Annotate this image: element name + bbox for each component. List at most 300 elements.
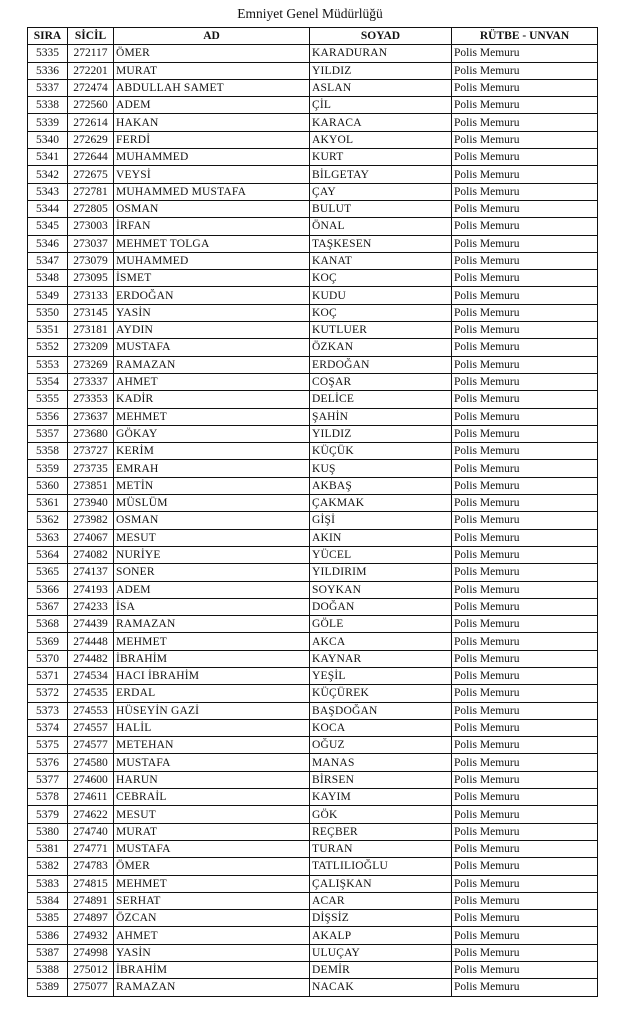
cell-ad: METİN — [114, 477, 310, 494]
table-row — [28, 495, 598, 512]
cell-ad: İSA — [114, 598, 310, 615]
cell-soyad: KARADURAN — [310, 45, 452, 62]
table-row — [28, 633, 598, 650]
table-row — [28, 79, 598, 96]
cell-rutbe: Polis Memuru — [452, 218, 598, 235]
cell-sira: 5344 — [28, 200, 68, 217]
cell-sira: 5338 — [28, 97, 68, 114]
table-row — [28, 304, 598, 321]
table-row — [28, 373, 598, 390]
cell-soyad: KAYIM — [310, 789, 452, 806]
cell-sicil: 274482 — [68, 650, 114, 667]
cell-rutbe: Polis Memuru — [452, 425, 598, 442]
cell-sicil: 272474 — [68, 79, 114, 96]
cell-sira: 5362 — [28, 512, 68, 529]
cell-sira: 5384 — [28, 892, 68, 909]
cell-sira: 5341 — [28, 149, 68, 166]
cell-sira: 5389 — [28, 979, 68, 996]
cell-rutbe: Polis Memuru — [452, 270, 598, 287]
cell-ad: RAMAZAN — [114, 356, 310, 373]
cell-soyad: NACAK — [310, 979, 452, 996]
cell-ad: YASİN — [114, 304, 310, 321]
table-row — [28, 771, 598, 788]
cell-rutbe: Polis Memuru — [452, 322, 598, 339]
cell-rutbe: Polis Memuru — [452, 771, 598, 788]
cell-sira: 5367 — [28, 598, 68, 615]
cell-ad: NURİYE — [114, 546, 310, 563]
cell-soyad: AKCA — [310, 633, 452, 650]
cell-soyad: KUTLUER — [310, 322, 452, 339]
cell-ad: HARUN — [114, 771, 310, 788]
cell-rutbe: Polis Memuru — [452, 737, 598, 754]
cell-rutbe: Polis Memuru — [452, 719, 598, 736]
cell-sicil: 272201 — [68, 62, 114, 79]
cell-rutbe: Polis Memuru — [452, 667, 598, 684]
cell-soyad: AKYOL — [310, 131, 452, 148]
cell-soyad: ULUÇAY — [310, 944, 452, 961]
cell-rutbe: Polis Memuru — [452, 616, 598, 633]
cell-sicil: 273727 — [68, 443, 114, 460]
cell-sira: 5378 — [28, 789, 68, 806]
header-ad: AD — [114, 28, 310, 45]
cell-sira: 5363 — [28, 529, 68, 546]
table-row — [28, 443, 598, 460]
cell-sira: 5361 — [28, 495, 68, 512]
cell-sira: 5371 — [28, 667, 68, 684]
cell-sicil: 272805 — [68, 200, 114, 217]
cell-ad: MURAT — [114, 62, 310, 79]
cell-sicil: 274082 — [68, 546, 114, 563]
cell-ad: MÜSLÜM — [114, 495, 310, 512]
cell-sira: 5382 — [28, 858, 68, 875]
table-row — [28, 702, 598, 719]
table-row — [28, 754, 598, 771]
cell-rutbe: Polis Memuru — [452, 373, 598, 390]
cell-ad: MUSTAFA — [114, 840, 310, 857]
cell-ad: KERİM — [114, 443, 310, 460]
cell-ad: OSMAN — [114, 200, 310, 217]
cell-sira: 5366 — [28, 581, 68, 598]
cell-sicil: 273851 — [68, 477, 114, 494]
cell-rutbe: Polis Memuru — [452, 477, 598, 494]
cell-sicil: 273680 — [68, 425, 114, 442]
cell-ad: AHMET — [114, 373, 310, 390]
cell-soyad: ÇİL — [310, 97, 452, 114]
cell-rutbe: Polis Memuru — [452, 650, 598, 667]
cell-rutbe: Polis Memuru — [452, 356, 598, 373]
cell-sicil: 274448 — [68, 633, 114, 650]
cell-sira: 5358 — [28, 443, 68, 460]
cell-ad: MUSTAFA — [114, 754, 310, 771]
cell-ad: ABDULLAH SAMET — [114, 79, 310, 96]
cell-rutbe: Polis Memuru — [452, 529, 598, 546]
cell-soyad: ÖNAL — [310, 218, 452, 235]
cell-ad: RAMAZAN — [114, 979, 310, 996]
cell-soyad: GÖK — [310, 806, 452, 823]
cell-soyad: YILDIZ — [310, 425, 452, 442]
cell-soyad: GÖLE — [310, 616, 452, 633]
cell-sicil: 274193 — [68, 581, 114, 598]
cell-soyad: AKBAŞ — [310, 477, 452, 494]
cell-rutbe: Polis Memuru — [452, 685, 598, 702]
cell-rutbe: Polis Memuru — [452, 910, 598, 927]
table-row — [28, 719, 598, 736]
table-row — [28, 425, 598, 442]
cell-ad: EMRAH — [114, 460, 310, 477]
cell-sira: 5381 — [28, 840, 68, 857]
cell-soyad: ÇALIŞKAN — [310, 875, 452, 892]
table-row — [28, 979, 598, 996]
table-row — [28, 806, 598, 823]
cell-ad: MUHAMMED — [114, 149, 310, 166]
cell-soyad: TAŞKESEN — [310, 235, 452, 252]
table-row — [28, 667, 598, 684]
cell-sicil: 273181 — [68, 322, 114, 339]
cell-sicil: 272560 — [68, 97, 114, 114]
cell-ad: GÖKAY — [114, 425, 310, 442]
table-row — [28, 823, 598, 840]
cell-soyad: KAYNAR — [310, 650, 452, 667]
cell-soyad: COŞAR — [310, 373, 452, 390]
cell-sicil: 274534 — [68, 667, 114, 684]
cell-sicil: 273095 — [68, 270, 114, 287]
cell-ad: HÜSEYİN GAZİ — [114, 702, 310, 719]
cell-sicil: 274580 — [68, 754, 114, 771]
table-row — [28, 616, 598, 633]
cell-soyad: SOYKAN — [310, 581, 452, 598]
cell-sicil: 274891 — [68, 892, 114, 909]
cell-sira: 5340 — [28, 131, 68, 148]
table-row — [28, 218, 598, 235]
cell-sira: 5354 — [28, 373, 68, 390]
table-row — [28, 685, 598, 702]
cell-sicil: 275012 — [68, 962, 114, 979]
cell-sira: 5339 — [28, 114, 68, 131]
cell-sira: 5342 — [28, 166, 68, 183]
cell-sicil: 273209 — [68, 339, 114, 356]
cell-rutbe: Polis Memuru — [452, 443, 598, 460]
cell-soyad: ŞAHİN — [310, 408, 452, 425]
cell-rutbe: Polis Memuru — [452, 840, 598, 857]
table-row — [28, 875, 598, 892]
cell-sicil: 273079 — [68, 252, 114, 269]
cell-rutbe: Polis Memuru — [452, 391, 598, 408]
cell-ad: MUSTAFA — [114, 339, 310, 356]
cell-ad: ADEM — [114, 97, 310, 114]
table-body — [28, 45, 598, 996]
cell-soyad: YEŞİL — [310, 667, 452, 684]
table-row — [28, 564, 598, 581]
cell-sira: 5368 — [28, 616, 68, 633]
table-row — [28, 322, 598, 339]
cell-rutbe: Polis Memuru — [452, 304, 598, 321]
cell-sira: 5388 — [28, 962, 68, 979]
cell-sicil: 274771 — [68, 840, 114, 857]
cell-sicil: 274740 — [68, 823, 114, 840]
cell-sira: 5355 — [28, 391, 68, 408]
cell-soyad: KÜÇÜREK — [310, 685, 452, 702]
cell-rutbe: Polis Memuru — [452, 45, 598, 62]
cell-rutbe: Polis Memuru — [452, 287, 598, 304]
table-row — [28, 270, 598, 287]
table-row — [28, 546, 598, 563]
cell-sira: 5380 — [28, 823, 68, 840]
cell-sira: 5352 — [28, 339, 68, 356]
cell-sira: 5349 — [28, 287, 68, 304]
cell-sira: 5347 — [28, 252, 68, 269]
cell-sira: 5387 — [28, 944, 68, 961]
cell-ad: MEHMET — [114, 875, 310, 892]
cell-soyad: KARACA — [310, 114, 452, 131]
cell-ad: MESUT — [114, 806, 310, 823]
table-row — [28, 789, 598, 806]
header-sira: SIRA — [28, 28, 68, 45]
cell-soyad: KUŞ — [310, 460, 452, 477]
cell-rutbe: Polis Memuru — [452, 754, 598, 771]
table-row — [28, 114, 598, 131]
table-row — [28, 910, 598, 927]
cell-ad: MEHMET TOLGA — [114, 235, 310, 252]
cell-ad: ADEM — [114, 581, 310, 598]
cell-sicil: 274783 — [68, 858, 114, 875]
table-row — [28, 391, 598, 408]
cell-rutbe: Polis Memuru — [452, 183, 598, 200]
cell-sicil: 275077 — [68, 979, 114, 996]
table-row — [28, 166, 598, 183]
table-row — [28, 287, 598, 304]
cell-soyad: TATLILIOĞLU — [310, 858, 452, 875]
table-row — [28, 235, 598, 252]
cell-sicil: 273982 — [68, 512, 114, 529]
cell-sicil: 273940 — [68, 495, 114, 512]
cell-rutbe: Polis Memuru — [452, 598, 598, 615]
cell-rutbe: Polis Memuru — [452, 512, 598, 529]
cell-rutbe: Polis Memuru — [452, 62, 598, 79]
cell-sira: 5377 — [28, 771, 68, 788]
cell-ad: İSMET — [114, 270, 310, 287]
cell-ad: METEHAN — [114, 737, 310, 754]
cell-ad: ÖZCAN — [114, 910, 310, 927]
cell-soyad: AKALP — [310, 927, 452, 944]
table-row — [28, 598, 598, 615]
cell-sira: 5356 — [28, 408, 68, 425]
cell-soyad: DELİCE — [310, 391, 452, 408]
cell-ad: AYDIN — [114, 322, 310, 339]
cell-soyad: ACAR — [310, 892, 452, 909]
cell-rutbe: Polis Memuru — [452, 789, 598, 806]
cell-rutbe: Polis Memuru — [452, 962, 598, 979]
table-row — [28, 200, 598, 217]
cell-ad: YASİN — [114, 944, 310, 961]
cell-ad: ÖMER — [114, 858, 310, 875]
table-header-row — [28, 28, 598, 45]
cell-soyad: REÇBER — [310, 823, 452, 840]
table-row — [28, 97, 598, 114]
cell-sira: 5359 — [28, 460, 68, 477]
table-row — [28, 529, 598, 546]
cell-sira: 5335 — [28, 45, 68, 62]
cell-ad: AHMET — [114, 927, 310, 944]
cell-soyad: YILDIRIM — [310, 564, 452, 581]
cell-soyad: BİLGETAY — [310, 166, 452, 183]
cell-rutbe: Polis Memuru — [452, 166, 598, 183]
cell-sicil: 274932 — [68, 927, 114, 944]
cell-soyad: BULUT — [310, 200, 452, 217]
cell-sicil: 272117 — [68, 45, 114, 62]
cell-ad: OSMAN — [114, 512, 310, 529]
cell-soyad: KOÇ — [310, 304, 452, 321]
cell-sira: 5375 — [28, 737, 68, 754]
cell-sicil: 274557 — [68, 719, 114, 736]
cell-sicil: 273337 — [68, 373, 114, 390]
cell-sicil: 272629 — [68, 131, 114, 148]
cell-rutbe: Polis Memuru — [452, 114, 598, 131]
cell-soyad: BAŞDOĞAN — [310, 702, 452, 719]
page-title: Emniyet Genel Müdürlüğü — [237, 6, 383, 21]
cell-sicil: 274233 — [68, 598, 114, 615]
cell-sira: 5383 — [28, 875, 68, 892]
cell-ad: MUHAMMED — [114, 252, 310, 269]
cell-ad: FERDİ — [114, 131, 310, 148]
cell-sira: 5360 — [28, 477, 68, 494]
cell-sicil: 274577 — [68, 737, 114, 754]
cell-ad: ERDAL — [114, 685, 310, 702]
header-soyad: SOYAD — [310, 28, 452, 45]
cell-sira: 5365 — [28, 564, 68, 581]
cell-sicil: 274067 — [68, 529, 114, 546]
cell-sira: 5364 — [28, 546, 68, 563]
cell-sicil: 274137 — [68, 564, 114, 581]
table-row — [28, 45, 598, 62]
cell-soyad: ERDOĞAN — [310, 356, 452, 373]
cell-sicil: 274622 — [68, 806, 114, 823]
cell-sicil: 274998 — [68, 944, 114, 961]
table-row — [28, 356, 598, 373]
table-row — [28, 252, 598, 269]
cell-sicil: 274815 — [68, 875, 114, 892]
cell-rutbe: Polis Memuru — [452, 79, 598, 96]
cell-rutbe: Polis Memuru — [452, 806, 598, 823]
cell-soyad: BİRSEN — [310, 771, 452, 788]
header-sicil: SİCİL — [68, 28, 114, 45]
cell-ad: MURAT — [114, 823, 310, 840]
table-row — [28, 858, 598, 875]
cell-sira: 5385 — [28, 910, 68, 927]
cell-ad: MEHMET — [114, 408, 310, 425]
cell-sicil: 272614 — [68, 114, 114, 131]
cell-soyad: DEMİR — [310, 962, 452, 979]
table-row — [28, 149, 598, 166]
cell-soyad: KURT — [310, 149, 452, 166]
cell-ad: HACI İBRAHİM — [114, 667, 310, 684]
cell-sicil: 273037 — [68, 235, 114, 252]
cell-sicil: 274600 — [68, 771, 114, 788]
cell-rutbe: Polis Memuru — [452, 979, 598, 996]
cell-sira: 5374 — [28, 719, 68, 736]
table-row — [28, 460, 598, 477]
cell-ad: ERDOĞAN — [114, 287, 310, 304]
cell-sira: 5373 — [28, 702, 68, 719]
cell-rutbe: Polis Memuru — [452, 546, 598, 563]
cell-rutbe: Polis Memuru — [452, 460, 598, 477]
cell-sira: 5351 — [28, 322, 68, 339]
table-row — [28, 512, 598, 529]
cell-soyad: OĞUZ — [310, 737, 452, 754]
cell-ad: MESUT — [114, 529, 310, 546]
table-row — [28, 892, 598, 909]
cell-soyad: ASLAN — [310, 79, 452, 96]
cell-soyad: YÜCEL — [310, 546, 452, 563]
cell-sicil: 273145 — [68, 304, 114, 321]
cell-rutbe: Polis Memuru — [452, 200, 598, 217]
table-row — [28, 737, 598, 754]
cell-sira: 5353 — [28, 356, 68, 373]
cell-soyad: KÜÇÜK — [310, 443, 452, 460]
cell-rutbe: Polis Memuru — [452, 702, 598, 719]
cell-sicil: 272781 — [68, 183, 114, 200]
cell-soyad: ÇAKMAK — [310, 495, 452, 512]
cell-sicil: 273133 — [68, 287, 114, 304]
cell-rutbe: Polis Memuru — [452, 875, 598, 892]
cell-sicil: 272644 — [68, 149, 114, 166]
cell-soyad: AKIN — [310, 529, 452, 546]
cell-soyad: ÖZKAN — [310, 339, 452, 356]
cell-sira: 5357 — [28, 425, 68, 442]
cell-sira: 5337 — [28, 79, 68, 96]
cell-sira: 5350 — [28, 304, 68, 321]
cell-sira: 5343 — [28, 183, 68, 200]
table-row — [28, 62, 598, 79]
cell-sicil: 272675 — [68, 166, 114, 183]
table-row — [28, 944, 598, 961]
cell-sicil: 274897 — [68, 910, 114, 927]
cell-sira: 5336 — [28, 62, 68, 79]
cell-ad: RAMAZAN — [114, 616, 310, 633]
cell-sicil: 274611 — [68, 789, 114, 806]
table-row — [28, 183, 598, 200]
cell-rutbe: Polis Memuru — [452, 633, 598, 650]
cell-ad: ÖMER — [114, 45, 310, 62]
table-row — [28, 477, 598, 494]
cell-rutbe: Polis Memuru — [452, 97, 598, 114]
cell-ad: KADİR — [114, 391, 310, 408]
cell-rutbe: Polis Memuru — [452, 581, 598, 598]
personnel-table — [27, 27, 598, 997]
cell-sira: 5348 — [28, 270, 68, 287]
cell-rutbe: Polis Memuru — [452, 252, 598, 269]
table-row — [28, 650, 598, 667]
cell-rutbe: Polis Memuru — [452, 927, 598, 944]
table-row — [28, 840, 598, 857]
cell-sicil: 273353 — [68, 391, 114, 408]
cell-rutbe: Polis Memuru — [452, 149, 598, 166]
cell-sicil: 274553 — [68, 702, 114, 719]
table-row — [28, 581, 598, 598]
cell-ad: VEYSİ — [114, 166, 310, 183]
cell-sira: 5346 — [28, 235, 68, 252]
cell-rutbe: Polis Memuru — [452, 235, 598, 252]
cell-soyad: ÇAY — [310, 183, 452, 200]
table-row — [28, 962, 598, 979]
table-row — [28, 927, 598, 944]
cell-soyad: KOCA — [310, 719, 452, 736]
cell-sicil: 274535 — [68, 685, 114, 702]
cell-sicil: 273003 — [68, 218, 114, 235]
cell-soyad: MANAS — [310, 754, 452, 771]
cell-soyad: KUDU — [310, 287, 452, 304]
cell-soyad: DOĞAN — [310, 598, 452, 615]
cell-ad: İRFAN — [114, 218, 310, 235]
